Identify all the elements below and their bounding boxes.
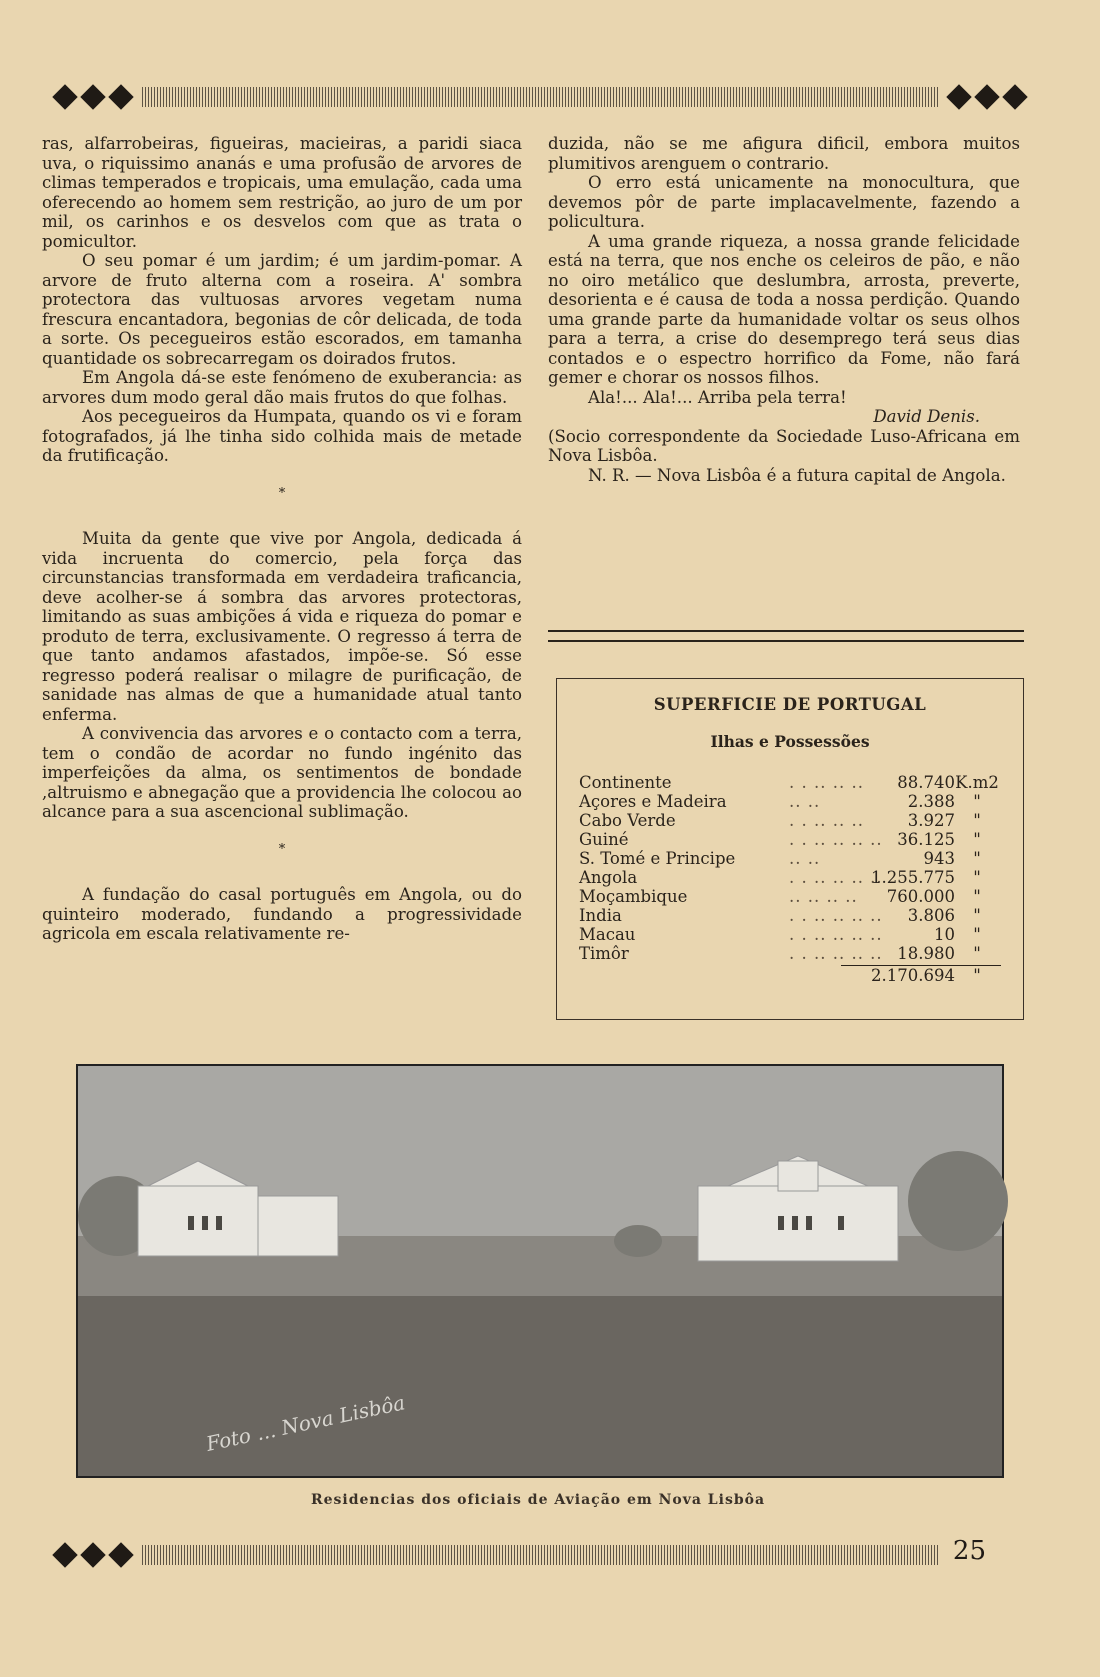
- territory-name: Timôr: [579, 944, 629, 963]
- table-row: [579, 944, 999, 963]
- table-rows: [579, 773, 999, 985]
- territory-name: S. Tomé e Principe: [579, 849, 736, 868]
- table-row: [579, 887, 999, 906]
- table-row: [579, 849, 999, 868]
- paragraph: A uma grande riqueza, a nossa grande felicidade está na terra, que nos enche os celeiros de pão, e não no oiro metálico que deslumbra, arrosta, preverte, desorienta e é causa de toda a nossa perdição. Quando uma grande parte da humanidade voltar os seus olhos para a terra, a crise do desemprego terá seus dias contados e o espectro horrifico da Fome, não fará gemer e chorar os nossos filhos.: [548, 231, 1020, 387]
- area-unit: ": [973, 966, 981, 985]
- territory-name: Continente: [579, 773, 672, 792]
- page-number: 25: [949, 1536, 990, 1566]
- area-unit: K.m2: [955, 773, 999, 792]
- area-unit: ": [973, 906, 981, 925]
- diamond-ornament-right: [946, 84, 1028, 110]
- leader-dots: . . .. .. .. ..: [789, 906, 883, 925]
- area-unit: ": [973, 887, 981, 906]
- top-ornament-band: [52, 84, 1028, 110]
- area-value: 1.255.775: [871, 868, 955, 887]
- paragraph: Aos pecegueiros da Humpata, quando os vi e foram fotografados, já lhe tinha sido colhida mais de metade da frutificação.: [42, 407, 522, 465]
- paragraph: O erro está unicamente na monocultura, que devemos pôr de parte implacavelmente, fazendo a policultura.: [548, 173, 1020, 231]
- table-subtitle: Ilhas e Possessões: [710, 732, 870, 751]
- table-row: [579, 811, 999, 830]
- paragraph: Em Angola dá-se este fenómeno de exuberancia: as arvores dum modo geral dão mais frutos do que folhas.: [42, 368, 522, 407]
- territory-name: India: [579, 906, 622, 925]
- leader-dots: . . .. .. .. ..: [789, 944, 883, 963]
- area-table: [556, 678, 1024, 1020]
- total-value: 2.170.694: [871, 966, 955, 985]
- area-value: 3.927: [907, 811, 955, 830]
- territory-name: Angola: [579, 868, 638, 887]
- area-unit: ": [973, 811, 981, 830]
- table-row: [579, 830, 999, 849]
- leader-dots: . . .. .. ..: [789, 773, 864, 792]
- double-divider: [548, 630, 1024, 642]
- total-row: [579, 966, 999, 985]
- territory-name: Moçambique: [579, 887, 688, 906]
- table-row: [579, 868, 999, 887]
- table-title: SUPERFICIE DE PORTUGAL: [653, 695, 927, 714]
- photo-caption: Residencias dos oficiais de Aviação em Nova Lisbôa: [310, 1492, 766, 1508]
- leader-dots: . . .. .. .. ..: [789, 868, 883, 887]
- paragraph: Ala!... Ala!... Arriba pela terra!: [588, 387, 847, 407]
- area-value: 88.740: [897, 773, 955, 792]
- table-row: [579, 906, 999, 925]
- paragraph: A fundação do casal português em Angola, ou do quinteiro moderado, fundando a progressividade agricola em escala relativamente re-: [42, 885, 522, 943]
- paragraph: A convivencia das arvores e o contacto com a terra, tem o condão de acordar no fundo ingénito das imperfeições da alma, os sentimentos de bondade ,altruismo e abnegação que a providencia lhe colocou ao alcance para a sua ascencional sublimação.: [42, 724, 522, 821]
- area-value: 2.388: [907, 792, 955, 811]
- author-affiliation: (Socio correspondente da Sociedade Luso-Africana em Nova Lisbôa.: [548, 426, 1020, 465]
- area-value: 10: [934, 925, 955, 944]
- area-unit: ": [973, 925, 981, 944]
- photo-inscription: Foto ... Nova Lisbôa: [204, 1390, 408, 1456]
- right-column: [548, 134, 1020, 485]
- paragraph: O seu pomar é um jardim; é um jardim-pomar. A arvore de fruto alterna com a roseira. A' sombra protectora das vultuosas arvores vegetam numa frescura encantadora, begonias de côr delicada, de toda a sorte. Os pecegueiros estão escorados, em tamanha quantidade os sobrecarregam os doirados frutos.: [42, 251, 522, 368]
- area-unit: ": [973, 944, 981, 963]
- leader-dots: . . .. .. .. ..: [789, 830, 883, 849]
- diamond-ornament-left: [52, 1542, 134, 1568]
- leader-dots: . . .. .. .. ..: [789, 925, 883, 944]
- diamond-ornament-left: [52, 84, 134, 110]
- leader-dots: .. ..: [789, 849, 821, 868]
- bottom-ornament-band: [52, 1536, 1028, 1568]
- area-value: 36.125: [897, 830, 955, 849]
- area-unit: ": [973, 830, 981, 849]
- leader-dots: .. ..: [789, 792, 821, 811]
- area-value: 760.000: [886, 887, 955, 906]
- area-value: 943: [923, 849, 955, 868]
- territory-name: Macau: [579, 925, 636, 944]
- territory-name: Guiné: [579, 830, 629, 849]
- editor-note: N. R. — Nova Lisbôa é a futura capital de Angola.: [588, 465, 1006, 485]
- photograph: [76, 1064, 1004, 1478]
- territory-name: Açores e Madeira: [579, 792, 727, 811]
- table-row: [579, 925, 999, 944]
- area-value: 3.806: [907, 906, 955, 925]
- leader-dots: . . .. .. ..: [789, 811, 864, 830]
- decorative-rule: [142, 1545, 938, 1565]
- area-unit: ": [973, 792, 981, 811]
- section-separator: *: [278, 485, 286, 501]
- area-unit: ": [973, 849, 981, 868]
- table-row: [579, 773, 999, 792]
- paragraph: ras, alfarrobeiras, figueiras, macieiras, a paridi siaca uva, o riquissimo ananás e uma profusão de arvores de climas temperados e tropicais, uma emulação, cada uma oferecendo ao homem sem restrição, ao juro de um por mil, os carinhos e os desvelos com que as trata o pomicultor.: [42, 134, 522, 251]
- leader-dots: .. .. .. ..: [789, 887, 858, 906]
- left-column: [42, 134, 522, 944]
- paragraph: duzida, não se me afigura dificil, embora muitos plumitivos arenguem o contrario.: [548, 134, 1020, 173]
- area-value: 18.980: [897, 944, 955, 963]
- territory-name: Cabo Verde: [579, 811, 676, 830]
- table-row: [579, 792, 999, 811]
- section-separator: *: [278, 841, 286, 857]
- paragraph: Muita da gente que vive por Angola, dedicada á vida incruenta do comercio, pela força das circunstancias transformada em verdadeira traficancia, deve acolher-se á sombra das arvores protectoras, limitando as suas ambições á vida e riqueza do pomar e produto de terra, exclusivamente. O regresso á terra de que tanto andamos afastados, impõe-se. Só esse regresso poderá realisar o milagre de purificação, de sanidade nas almas de que a humanidade atual tanto enferma.: [42, 529, 522, 724]
- author-signature: David Denis.: [873, 407, 980, 426]
- area-unit: ": [973, 868, 981, 887]
- decorative-rule: [142, 87, 938, 107]
- photo-scene: [78, 1066, 1002, 1476]
